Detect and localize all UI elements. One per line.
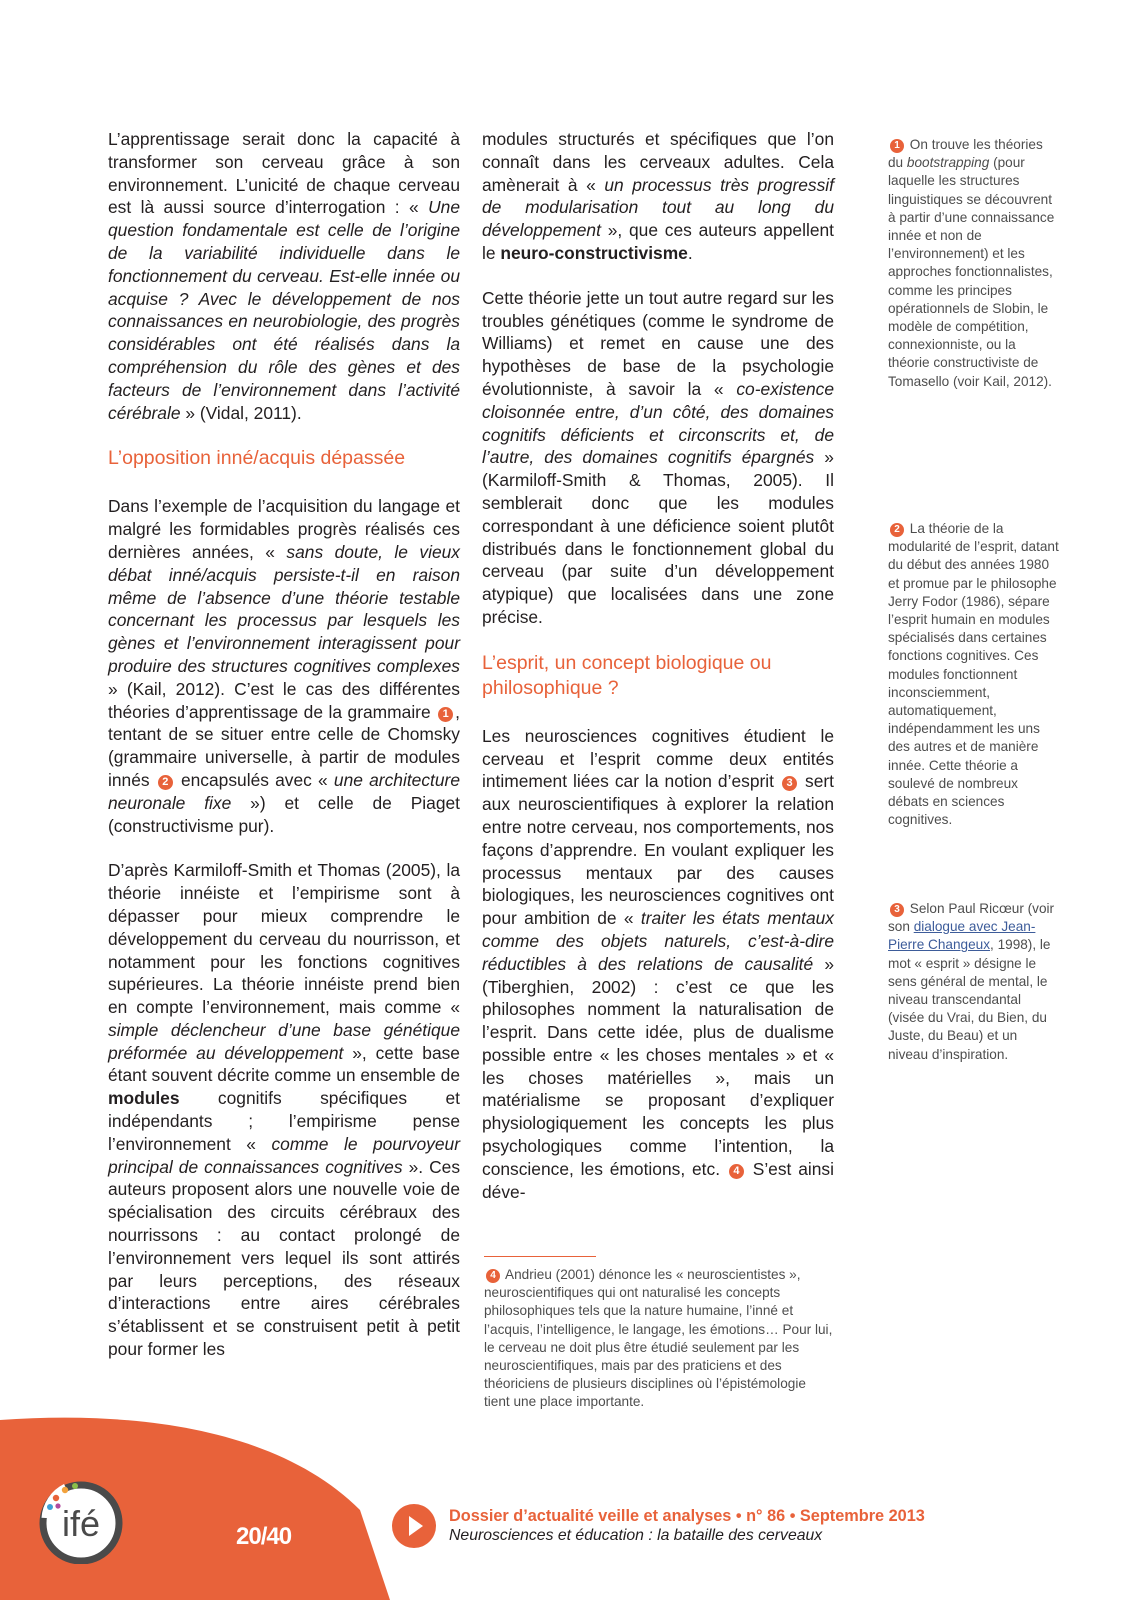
note-number-2: 2	[890, 523, 904, 537]
sidenote-3: 3 Selon Paul Ricœur (voir son dialogue avec Jean-Pierre Changeux, 1998), le mot « esprit » désigne le sens général de mental, le niveau transcendantal (visée du Vrai, du Bien, du Juste, du Beau) et un niveau d’inspiration.	[888, 901, 1055, 1062]
paragraph: D’après Karmiloff-Smith et Thomas (2005), la théorie innéiste et l’empirisme sont à dépasser pour mieux comprendre le développement du cerveau du nourrisson, et notamment pour les fonctions cognitives supérieures. La théorie innéiste prend bien en compte l’environnement, mais comme « simple déclencheur d’une base génétique préformée au développement », cette base étant souvent décrite comme un ensemble de modules cognitifs spécifiques et indépendants ; l’empirisme pense l’environnement « comme le pourvoyeur principal de connaissances cognitives ». Ces auteurs proposent alors une nouvelle voie de spécialisation des circuits cérébraux des nourrissons : au contact prolongé de l’environnement vers lequel ils sont attirés par leurs perceptions, des réseaux d’interactions entre aires cérébrales s’établissent et se construisent petit à petit pour former les	[108, 860, 461, 1360]
svg-text:ifé: ifé	[61, 1503, 101, 1544]
paragraph: Les neurosciences cognitives étudient le cerveau et l’esprit comme deux entités intimement liées car la notion d’esprit 3 sert aux neuroscientifiques à explorer la relation entre notre cerveau, nos comportements, nos façons d’apprendre. En voulant expliquer les processus mentaux par des causes biologiques, les neurosciences cognitives ont pour ambition de « traiter les états mentaux comme des objets naturels, c’est-à-dire réductibles à des relations de causalité » (Tiberghien, 2002) : c’est ce que les philosophes nomment la naturalisation de l’esprit. Dans cette idée, plus de dualisme possible entre « les choses mentales » et « les choses matérielles », mais un matérialisme se proposant d’expliquer physiologiquement les concepts les plus psychologiques comme l’intention, la conscience, les émotions, etc. 4 S’est ainsi déve-	[482, 725, 834, 1202]
note-number-4: 4	[486, 1269, 500, 1283]
paragraph: modules structurés et spécifiques que l’on connaît dans les cerveaux adultes. Cela amènerait à « un processus très progressif de modularisation tout au long du développement », que ces auteurs appellent le neuro-constructivisme.	[482, 129, 834, 263]
note-marker-3[interactable]: 3	[782, 776, 797, 791]
ife-logo	[36, 1478, 126, 1564]
note-marker-4[interactable]: 4	[729, 1164, 744, 1179]
footer-title: Dossier d’actualité veille et analyses • n° 86 • Septembre 2013	[449, 1507, 925, 1525]
paragraph: Dans l’exemple de l’acquisition du langage et malgré les formidables progrès réalisés ces dernières années, « sans doute, le vieux débat inné/acquis persiste-t-il en raison même de l’absence d’une théorie testable concernant les processus par lesquels les gènes et l’environnement interagissent pour produire des structures cognitives complexes » (Kail, 2012). C’est le cas des différentes théories d’apprentissage de la grammaire 1 , tentant de se situer entre celle de Chomsky (grammaire universelle, à partir de modules innés 2 encapsulés avec « une architecture neuronale fixe ») et celle de Piaget (constructivisme pur).	[108, 496, 460, 836]
note-marker-2[interactable]: 2	[158, 775, 173, 790]
footnote-divider	[484, 1256, 596, 1257]
note-number-3: 3	[890, 903, 904, 917]
sidenote-1: 1 On trouve les théories du bootstrapping (pour laquelle les structures linguistiques se découvrent à partir d’une connaissance innée et non de l’environnement) et les approches fonctionnalistes, comme les principes opérationnels de Slobin, le modèle de compétition, connexionniste, ou la théorie constructiviste de Tomasello (voir Kail, 2012).	[888, 137, 1055, 389]
text-column-1	[108, 128, 460, 1383]
note-number-1: 1	[890, 139, 904, 153]
paragraph: L’apprentissage serait donc la capacité à transformer son cerveau grâce à son environnement. L’unicité de chaque cerveau est là aussi source d’interrogation : « Une question fondamentale est celle de l’origine de la variabilité individuelle dans le fonctionnement du cerveau. Est-elle innée ou acquise ? Avec le développement de nos connaissances en neurobiologie, des progrès considérables ont été réalisés dans la compréhension du rôle des gènes et des facteurs de l’environnement dans l’activité cérébrale » (Vidal, 2011).	[108, 129, 460, 423]
footer-swoosh	[0, 1400, 1131, 1600]
paragraph: Cette théorie jette un tout autre regard sur les troubles génétiques (comme le syndrome de Williams) et remet en cause une des hypothèses de base de la psychologie évolutionniste, à savoir la « co-existence cloisonnée entre, d’un côté, des domaines cognitifs déficients et circonscrits et, de l’autre, des domaines cognitifs épargnés » (Karmiloff-Smith & Thomas, 2005). Il semblerait donc que les modules correspondant à une déficience soient plutôt distribués dans le fonctionnement global du cerveau (par suite d’un développement atypique) que localisées dans une zone précise.	[482, 287, 834, 627]
section-heading: L’opposition inné/acquis dépassée	[108, 447, 406, 470]
play-button[interactable]	[392, 1504, 436, 1548]
footnote-4: 4 Andrieu (2001) dénonce les « neuroscientistes », neuroscientifiques qui ont naturalisé les concepts philosophiques tels que la nature humaine, l’inné et l’acquis, l’intelligence, le langage, les émotions… Pour lui, le cerveau ne doit plus être étudié seulement par les neuroscientifiques, mais par des praticiens et des théoriciens de plusieurs disciplines où l’épistémologie tient une place importante.	[484, 1267, 833, 1410]
play-icon	[409, 1516, 423, 1536]
text-column-2	[482, 128, 834, 1225]
footer-subtitle: Neurosciences et éducation : la bataille des cerveaux	[449, 1527, 823, 1544]
dialogue-link[interactable]: dialogue avec Jean-Pierre Changeux	[888, 919, 1036, 953]
note-marker-1[interactable]: 1	[438, 707, 453, 722]
section-heading: L’esprit, un concept biologique ou philosophique ?	[482, 651, 772, 699]
page-number: 20/40	[236, 1523, 292, 1550]
sidenote-2: 2 La théorie de la modularité de l’esprit, datant du début des années 1980 et promue par le philosophe Jerry Fodor (1986), sépare l’esprit humain en modules spécialisés dans certaines fonctions cognitives. Ces modules fonctionnent inconsciemment, automatiquement, indépendamment les uns des autres et de manière innée. Cette théorie a soulevé de nombreux débats en sciences cognitives.	[888, 521, 1059, 828]
